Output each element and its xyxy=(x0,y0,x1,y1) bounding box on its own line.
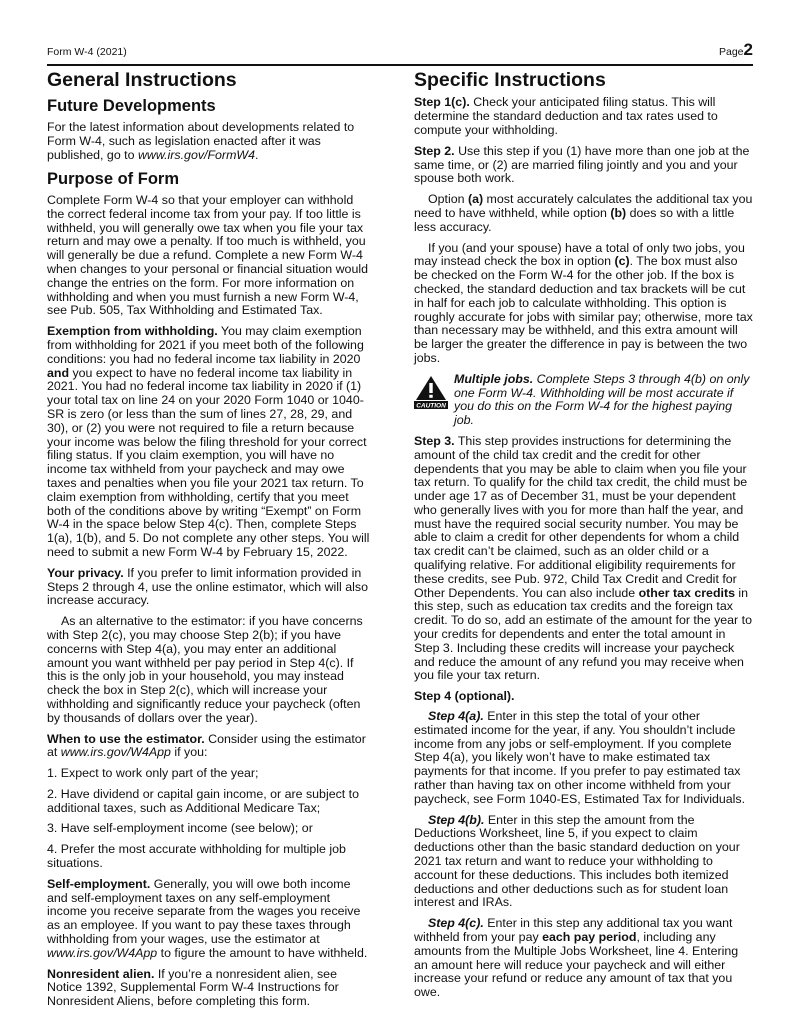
two-jobs-paragraph: If you (and your spouse) have a total of only two jobs, you may instead check the box in option (c). The box must also be checked on the Form W-4 for the other job. If the box is checked, the standard deduction and tax brackets will be cut in half for each job to calculate withholding. This option is roughly accurate for jobs with similar pay; otherwise, more tax than necessary may be withheld, and this extra amount will be larger the greater the difference in pay is between the two jobs. xyxy=(414,240,753,365)
step4c-paragraph: Step 4(c). Enter in this step any additional tax you want withheld from your pay each pay period, including any amounts from the Multiple Jobs Worksheet, line 4. Entering an amount here will reduce your paycheck and will either increase your refund or reduce any amount of tax that you owe. xyxy=(414,916,739,1000)
step4a-lead: Step 4(a). xyxy=(428,709,484,724)
right-column xyxy=(414,68,754,1007)
step4c-lead: Step 4(c). xyxy=(428,916,484,931)
step1c-lead: Step 1(c). xyxy=(414,95,470,110)
option-paragraph: Option (a) most accurately calculates the additional tax you need to have withheld, while option (b) does so with a little less accuracy. xyxy=(414,192,753,234)
w4app-link-2[interactable]: www.irs.gov/W4App xyxy=(47,945,158,960)
caution-icon xyxy=(414,375,448,409)
future-developments-text: For the latest information about developments related to Form W-4, such as legislation enacted after it was published, go to www.irs.gov/FormW4. xyxy=(47,120,355,162)
exemption-lead: Exemption from withholding. xyxy=(47,324,218,339)
future-developments-title: Future Developments xyxy=(47,97,216,116)
caution-text: Complete Steps 3 through 4(b) on only one Form W-4. Withholding will be most accurate if you do this on the Form W-4 for the highest paying job. xyxy=(454,371,750,428)
step2-lead: Step 2. xyxy=(414,143,455,158)
alternative-paragraph: As an alternative to the estimator: if you have concerns with Step 2(c), you may choose Step 2(b); if you have concerns with Step 4(a), you may enter an additional amount you want withheld per pay period in Step 4(c). If this is the only job in your household, you may instead check the box in Step 2(c), which will increase your withholding and significantly reduce your paycheck (often by thousands of dollars over the year). xyxy=(47,614,363,725)
general-instructions-title: General Instructions xyxy=(47,69,237,91)
form-id: Form W-4 (2021) xyxy=(47,46,127,58)
step3-lead: Step 3. xyxy=(414,433,455,448)
page-number: 2 xyxy=(743,40,753,59)
step1c-paragraph: Step 1(c). Check your anticipated filing status. This will determine the standard deduction and tax rates used to compute your withholding. xyxy=(414,95,718,137)
caution-block xyxy=(414,373,754,428)
caution-label: CAUTION xyxy=(416,402,446,409)
nonresident-lead: Nonresident alien. xyxy=(47,966,155,981)
formw4-link[interactable]: www.irs.gov/FormW4 xyxy=(137,147,255,162)
list-item: 4. Prefer the most accurate withholding for multiple job situations. xyxy=(47,842,346,871)
estimator-lead: When to use the estimator. xyxy=(47,731,205,746)
step4b-lead: Step 4(b). xyxy=(428,812,485,827)
step2-paragraph: Step 2. Use this step if you (1) have more than one job at the same time, or (2) are married filing jointly and you and your spouse both work. xyxy=(414,143,750,186)
purpose-of-form-title: Purpose of Form xyxy=(47,170,180,189)
specific-instructions-title: Specific Instructions xyxy=(414,69,606,91)
page-indicator xyxy=(719,40,753,60)
step3-paragraph: Step 3. This step provides instructions for determining the amount of the child tax credit and the credit for other dependents that you may be able to claim when you file your tax return. To qualify for the child tax credit, the child must be under age 17 as of December 31, must be your dependent who generally lives with you for more than half the year, and must have the required social security number. You may be able to claim a credit for other dependents for whom a child tax credit can’t be claimed, such as an older child or a qualifying relative. For additional eligibility requirements for these credits, see Pub. 972, Child Tax Credit and Credit for Other Dependents. You can also include other tax credits in this step, such as education tax credits and the foreign tax credit. To do so, add an estimate of the amount for the year to your credits for dependents and enter the total amount in Step 3. Including these credits will increase your paycheck and reduce the amount of any refund you may receive when you file your tax return. xyxy=(414,433,752,683)
estimator-paragraph: When to use the estimator. Consider using the estimator at www.irs.gov/W4App if you: xyxy=(47,731,366,760)
list-item: 2. Have dividend or capital gain income, or are subject to additional taxes, such as Additional Medicare Tax; xyxy=(47,786,360,815)
privacy-paragraph: Your privacy. If you prefer to limit information provided in Steps 2 through 4, use the online estimator, which will also increase accuracy. xyxy=(47,565,368,608)
exemption-paragraph: Exemption from withholding. You may claim exemption from withholding for 2021 if you meet both of the following conditions: you had no federal income tax liability in 2020 and you expect to have no federal income tax liability in 2021. You had no federal income tax liability in 2020 if (1) your total tax on line 24 on your 2020 Form 1040 or 1040-SR is zero (or less than the sum of lines 27, 28, 29, and 30), or (2) you were not required to file a return because your income was below the filing threshold for your correct filing status. If you claim exemption, you will have no income tax withheld from your paycheck and may owe taxes and penalties when you file your 2021 tax return. To claim exemption from withholding, certify that you meet both of the conditions above by writing “Exempt” on Form W-4 in the space below Step 4(c). Then, complete Steps 1(a), 1(b), and 5. Do not complete any other steps. You will need to submit a new Form W-4 by February 15, 2022. xyxy=(47,324,370,559)
page-label: Page xyxy=(719,46,744,58)
nonresident-paragraph: Nonresident alien. If you’re a nonresident alien, see Notice 1392, Supplemental Form W-4 Instructions for Nonresident Aliens, before completing this form. xyxy=(47,966,339,1009)
w4app-link[interactable]: www.irs.gov/W4App xyxy=(60,745,171,760)
step4b-paragraph: Step 4(b). Enter in this step the amount from the Deductions Worksheet, line 5, if you expect to claim deductions other than the basic standard deduction on your 2021 tax return and want to reduce your withholding to account for these deductions. This includes both itemized deductions and other deductions such as for student loan interest and IRAs. xyxy=(414,812,740,910)
list-item: 1. Expect to work only part of the year; xyxy=(47,766,259,781)
step4-heading: Step 4 (optional). xyxy=(414,689,515,704)
page-header xyxy=(47,40,753,66)
privacy-lead: Your privacy. xyxy=(47,565,124,580)
purpose-text: Complete Form W-4 so that your employer can withhold the correct federal income tax from your pay. If too little is withheld, you will generally owe tax when you file your tax return and may owe a penalty. If too much is withheld, you will generally be due a refund. Complete a new Form W-4 when changes to your personal or financial situation would change the entries on the form. For more information on withholding and when you must furnish a new Form W-4, see Pub. 505, Tax Withholding and Estimated Tax. xyxy=(47,193,368,318)
caution-lead: Multiple jobs. xyxy=(454,371,534,386)
self-employment-paragraph: Self-employment. Generally, you will owe both income and self-employment taxes on any self-employment income you receive separate from the wages you receive as an employee. If you want to pay these taxes through withholding from your wages, use the estimator at www.irs.gov/W4App to figure the amount to have withheld. xyxy=(47,876,368,960)
left-column xyxy=(47,68,372,1016)
list-item: 3. Have self-employment income (see below); or xyxy=(47,821,313,836)
self-employment-lead: Self-employment. xyxy=(47,876,151,891)
step4a-paragraph: Step 4(a). Enter in this step the total of your other estimated income for the year, if any. You shouldn’t include income from any jobs or self-employment. If you complete Step 4(a), you likely won’t have to make estimated tax payments for that income. If you prefer to pay estimated tax rather than having tax on other income withheld from your paycheck, see Form 1040-ES, Estimated Tax for Individuals. xyxy=(414,709,746,806)
